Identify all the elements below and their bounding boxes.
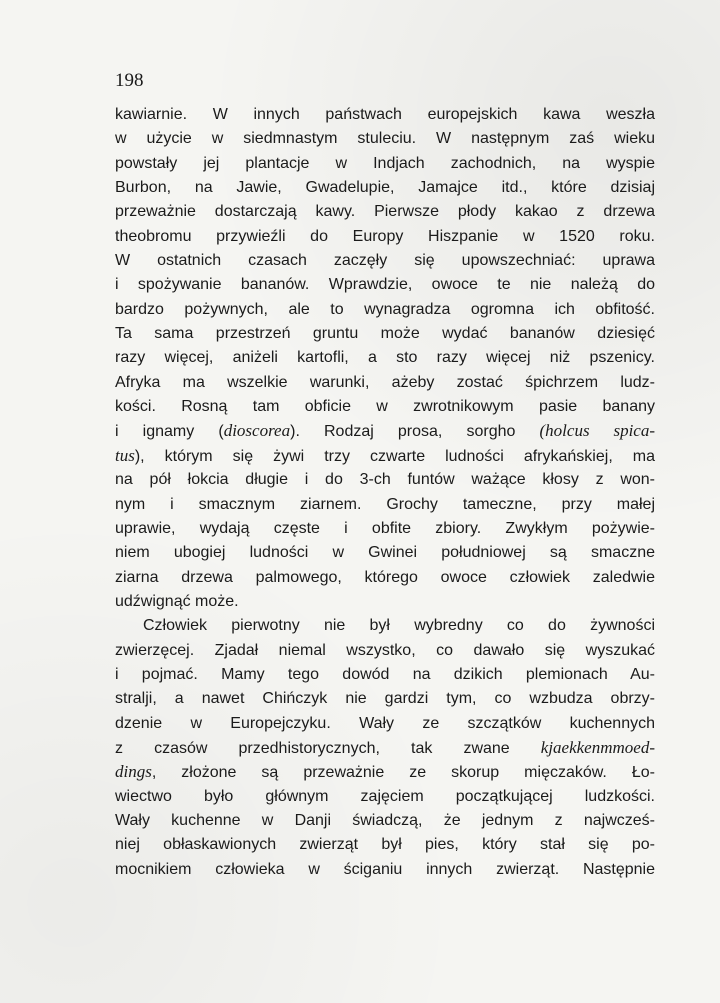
text-line: wiectwo było głównym zajęciem początkującej ludzkości. [115, 787, 655, 805]
text-run: z czasów przedhistorycznych, tak zwane [115, 739, 541, 757]
text-line [115, 760, 655, 784]
text-line: niej obłaskawionych zwierząt był pies, który stał się po- [115, 836, 655, 854]
text-line: nym i smacznym ziarnem. Grochy tameczne, przy małej [115, 495, 655, 513]
text-line: mocnikiem człowieka w ściganiu innych zwierząt. Następnie [115, 860, 655, 878]
italic-term: dings [115, 762, 152, 782]
text-run: ). Rodzaj prosa, sorgho [290, 423, 540, 441]
text-run: i ignamy ( [115, 423, 224, 441]
text-line: i pojmać. Mamy tego dowód na dzikich plemionach Au- [115, 665, 655, 683]
text-line: ziarna drzewa palmowego, którego owoce człowiek zaledwie [115, 568, 655, 586]
text-line: W ostatnich czasach zaczęły się upowszechniać: uprawa [115, 252, 655, 270]
text-line [115, 419, 655, 443]
italic-term: dioscorea [223, 421, 291, 441]
text-line: powstały jej plantacje w Indjach zachodnich, na wyspie [115, 154, 655, 172]
text-line: kawiarnie. W innych państwach europejskich kawa weszła [115, 106, 655, 123]
text-line: i spożywanie bananów. Wprawdzie, owoce te nie należą do [115, 276, 655, 294]
text-line: przeważnie dostarczają kawy. Pierwsze płody kakao z drzewa [115, 203, 655, 221]
text-line [115, 444, 655, 468]
text-line: na pół łokcia długie i do 3-ch funtów ważące kłosy z won- [115, 471, 655, 489]
text-line: kości. Rosną tam obficie w zwrotnikowym pasie banany [115, 398, 655, 416]
text-line: Człowiek pierwotny nie był wybredny co do żywności [143, 617, 655, 635]
text-line: w użycie w siedmnastym stuleciu. W następnym zaś wieku [115, 130, 655, 148]
text-line: uprawie, wydają częste i obfite zbiory. Zwykłym pożywie- [115, 519, 655, 537]
text-line: zwierzęcej. Zjadał niemal wszystko, co dawało się wyszukać [115, 641, 655, 659]
body-text [115, 103, 655, 882]
page-number: 198 [115, 70, 144, 91]
text-line: Afryka ma wszelkie warunki, ażeby zostać śpichrzem ludz- [115, 373, 655, 391]
text-line: Burbon, na Jawie, Gwadelupie, Jamajce itd., które dzisiaj [115, 179, 655, 197]
text-line [115, 736, 655, 760]
text-line: udźwignąć może. [115, 592, 239, 610]
text-line: theobromu przywieźli do Europy Hiszpanie w 1520 roku. [115, 227, 655, 245]
text-line: dzenie w Europejczyku. Wały ze szczątków kuchennych [115, 714, 655, 732]
text-run: , złożone są przeważnie ze skorup mięczaków. Ło- [151, 764, 655, 782]
text-line: Wały kuchenne w Danji świadczą, że jednym z najwcześ- [115, 811, 655, 829]
text-line: stralji, a nawet Chińczyk nie gardzi tym, co wzbudza obrzy- [115, 690, 655, 708]
text-line: bardzo pożywnych, ale to wynagradza ogromna ich obfitość. [115, 300, 655, 318]
text-run: ), którym się żywi trzy czwarte ludności afrykańskiej, ma [134, 447, 655, 465]
text-line: Ta sama przestrzeń gruntu może wydać bananów dziesięć [115, 325, 655, 343]
text-line: razy więcej, aniżeli kartofli, a sto razy więcej niż pszenicy. [115, 349, 655, 367]
text-line: niem ubogiej ludności w Gwinei południowej są smaczne [115, 544, 655, 562]
italic-term: (holcus spica- [539, 421, 656, 441]
italic-term: tus [115, 445, 135, 465]
italic-term: kjaekkenmmoed- [540, 737, 655, 757]
